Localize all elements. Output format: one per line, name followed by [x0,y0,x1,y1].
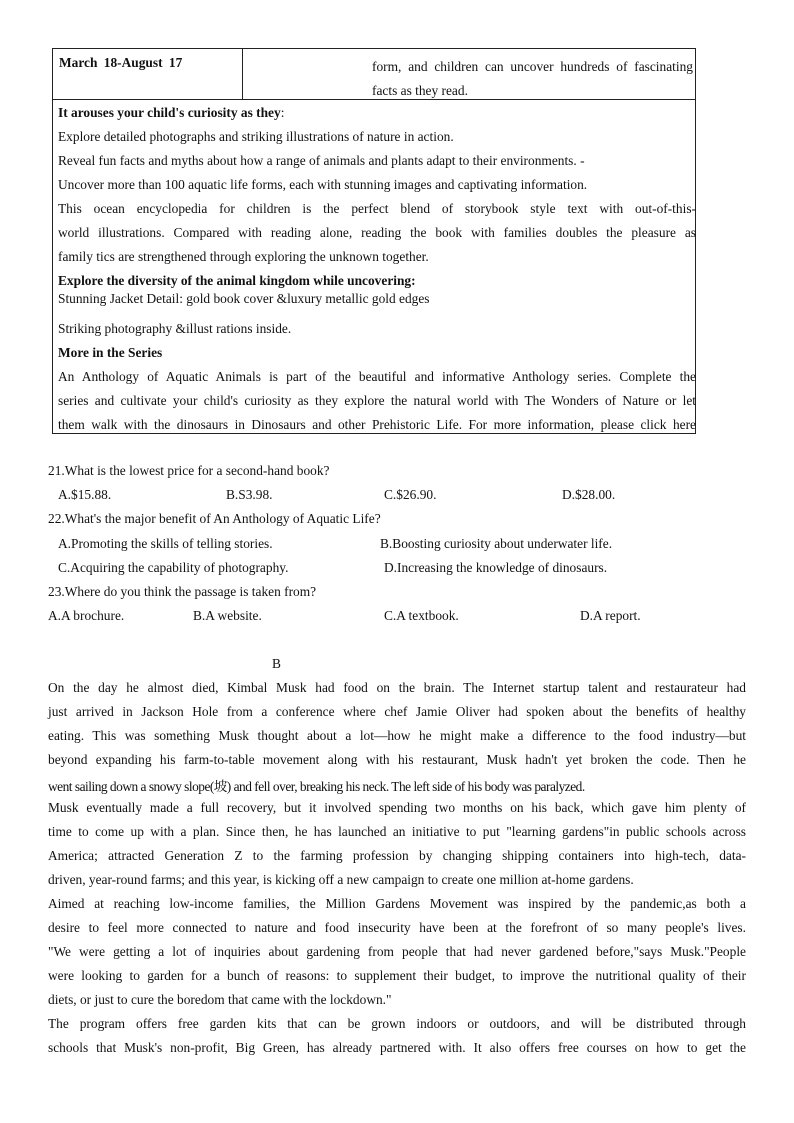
option-b[interactable]: B.A website. [193,608,262,623]
passage-label: B [272,656,281,671]
passage-line: driven, year-round farms; and this year, is kicking off a new campaign to create one million at-home gardens. [48,872,634,887]
bullet-uncover: Uncover more than 100 aquatic life forms, each with stunning images and captivating information. [58,177,588,192]
passage-line: time to come up with a plan. Since then, he has launched an initiative to put "learning gardens"in public schools across [48,824,746,839]
passage-line: America; attracted Generation Z to the farming profession by changing shipping containers into high-tech, data- [48,848,746,863]
text-line: facts as they read. [372,83,468,98]
description-line: family tics are strengthened through exploring the unknown together. [58,249,429,264]
price-cell-text [372,55,693,103]
passage-line: went sailing down a snowy slope(坡) and fell over, breaking his neck. The left side of his body was paralyzed. [48,779,585,794]
jacket-detail: Stunning Jacket Detail: gold book cover &luxury metallic gold edges [58,291,430,306]
question-stem: 21.What is the lowest price for a second-hand book? [48,463,330,478]
passage-line: On the day he almost died, Kimbal Musk had food on the brain. The Internet startup talent and restaurateur had [48,680,746,695]
series-line: them walk with the dinosaurs in Dinosaurs and other Prehistoric Life. For more information, please click here [58,417,696,432]
series-heading: More in the Series [58,345,163,360]
passage-line: eating. This was something Musk thought about a lot—how he might make a difference to the food industry—but [48,728,746,743]
question-stem: 22.What's the major benefit of An Anthology of Aquatic Life? [48,511,381,526]
question-stem: 23.Where do you think the passage is taken from? [48,584,317,599]
passage-line: beyond expanding his farm-to-table movement along with his restaurant, Musk hadn't yet broken the code. Then he [48,752,746,767]
photography-detail: Striking photography &illust rations inside. [58,321,292,336]
option-d[interactable]: D.A report. [580,608,641,623]
passage-line: diets, or just to cure the boredom that came with the lockdown." [48,992,392,1007]
option-b[interactable]: B.S3.98. [226,487,273,502]
diversity-heading: Explore the diversity of the animal kingdom while uncovering: [58,273,416,288]
passage-line: schools that Musk's non-profit, Big Green, has already partnered with. It also offers free courses on how to get the [48,1040,746,1055]
description-line: This ocean encyclopedia for children is the perfect blend of storybook style text with out-of-this- [58,201,696,216]
series-line: series and cultivate your child's curiosity as they explore the natural world with The Wonders of Nature or let [58,393,696,408]
table-header-row [53,49,695,100]
passage-line: "We were getting a lot of inquiries about gardening from people that had never gardened before,"says Musk."People [48,944,746,959]
option-d[interactable]: D.Increasing the knowledge of dinosaurs. [384,560,608,575]
date-range: March 18-August 17 [59,55,183,70]
cell-divider [242,49,243,99]
option-d[interactable]: D.$28.00. [562,487,616,502]
passage-line: desire to feel more connected to nature and food insecurity have been at the forefront of so many people's lives. [48,920,746,935]
text-line: form, and children can uncover hundreds of fascinating [372,59,693,74]
passage-line: were looking to garden for a bunch of reasons: to supplement their budget, to improve the nutritional quality of their [48,968,746,983]
bullet-reveal: Reveal fun facts and myths about how a range of animals and plants adapt to their environments. - [58,153,585,168]
option-a[interactable]: A.$15.88. [58,487,112,502]
passage-line: The program offers free garden kits that can be grown indoors or outdoors, and will be distributed through [48,1016,746,1031]
option-b[interactable]: B.Boosting curiosity about underwater life. [380,536,613,551]
description-line: world illustrations. Compared with reading alone, reading the book with families doubles the pleasure as [58,225,696,240]
option-c[interactable]: C.A textbook. [384,608,459,623]
passage-line: Aimed at reaching low-income families, the Million Gardens Movement was inspired by the pandemic,as both a [48,896,746,911]
option-a[interactable]: A.Promoting the skills of telling stories. [58,536,273,551]
option-a[interactable]: A.A brochure. [48,608,125,623]
option-c[interactable]: C.$26.90. [384,487,437,502]
option-c[interactable]: C.Acquiring the capability of photography. [58,560,289,575]
passage-line: just arrived in Jackson Hole from a conference where chef Jamie Oliver had spoken about the benefits of healthy [48,704,746,719]
bullet-explore: Explore detailed photographs and striking illustrations of nature in action. [58,129,454,144]
series-line: An Anthology of Aquatic Animals is part of the beautiful and informative Anthology series. Complete the [58,369,696,384]
ad-table [52,48,696,434]
curiosity-heading: It arouses your child's curiosity as they: [58,105,285,120]
passage-line: Musk eventually made a full recovery, but it involved spending two months on his back, which gave him plenty of [48,800,746,815]
